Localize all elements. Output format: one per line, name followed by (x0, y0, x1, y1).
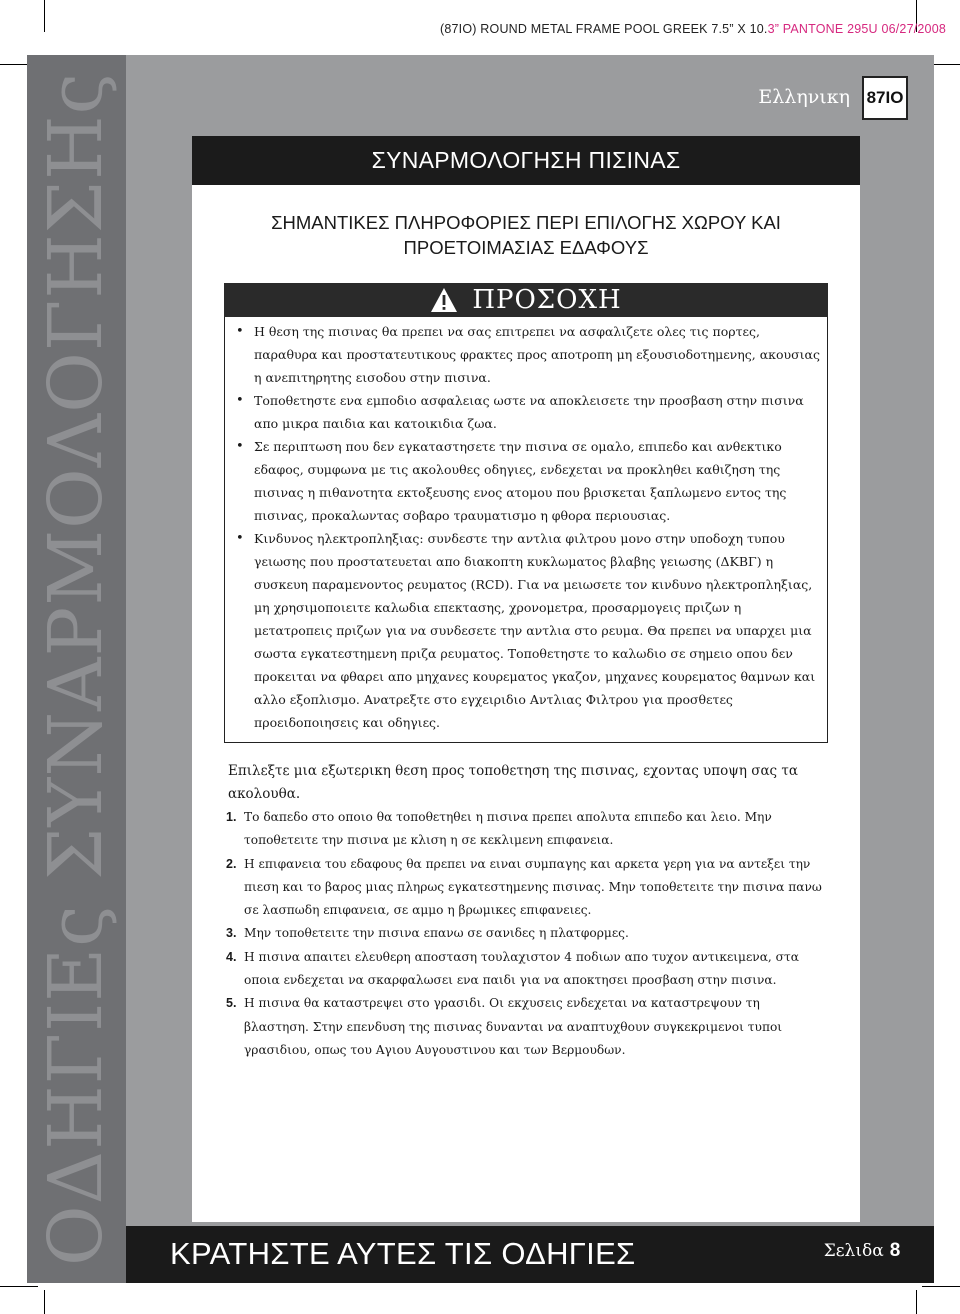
step-number: 2. (226, 856, 237, 871)
step-number: 3. (226, 926, 237, 941)
section-heading (192, 210, 860, 260)
warning-header (224, 283, 828, 317)
side-title-container (27, 55, 126, 1283)
crop-mark-bottom-left-v (44, 1290, 45, 1314)
crop-mark-bottom-right-v (916, 1290, 917, 1314)
footer-text: ΚΡΑΤΗΣΤΕ ΑΥΤΕΣ ΤΙΣ ΟΔΗΓΙΕΣ (170, 1236, 636, 1271)
page-number-value: 8 (889, 1240, 901, 1261)
intro-paragraph: Επιλεξτε μια εξωτερικη θεση προς τοποθετηση της πισινας, εχοντας υποψη σας τα ακολουθα. (228, 763, 798, 802)
step-item (228, 946, 828, 993)
warning-list (230, 320, 822, 734)
step-number: 4. (226, 949, 237, 964)
step-text: Η επιφανεια του εδαφους θα πρεπει να ειναι συμπαγης και αρκετα γερη για να αντεξει την πιεση και το βαρος μιας πληρως εγκατεστημενης πισινας. Μην τοποθετειτε την πισινα πανω σε λασπωδη επιφανεια, σε αμμο η βρωμικες επιφανειες. (244, 856, 822, 918)
warning-item: • Τοποθετηστε ενα εμποδιο ασφαλειας ωστε να αποκλεισετε την προσβαση στην πισινα απο μικρα παιδια και κατοικιδια ζωα. (230, 389, 822, 435)
model-code-badge: 87IO (862, 76, 908, 120)
warning-item: • Σε περιπτωση που δεν εγκαταστησετε την πισινα σε ομαλο, επιπεδο και ανθεκτικο εδαφος, συμφωνα με τις ακολουθες οδηγιες, ενδεχεται να προκληθει καθιζηση της πισινας η πιθανοτητα εκτοξευσης ενος ατομου που βρισκεται ξαπλωμενο εντος της πισινας, προκαλωντας σοβαρο τραυματισμο η φθορα περιουσιας. (230, 435, 822, 527)
steps-list (228, 806, 828, 1062)
page-number (814, 1228, 910, 1274)
warning-title: ΠΡΟΣΟΧΗ (472, 285, 622, 315)
step-item (228, 992, 828, 1062)
step-number: 5. (226, 996, 237, 1011)
print-slug (440, 22, 946, 36)
crop-mark-top-left-v (44, 0, 45, 32)
step-text: Η πισινα θα καταστρεψει στο γρασιδι. Οι εκχυσεις ενδεχεται να καταστρεψουν τη βλαστηση. Στην επενδυση της πισινας δυνανται να αναπτυχθουν συγκεκριμενοι τυποι γρασιδιου, οπως του Αγιου Αυγουστινου και των Βερμουδων. (244, 996, 783, 1057)
step-text: Η πισινα απαιτει ελευθερη αποσταση τουλαχιστον 4 ποδιων απο τυχον αντικειμενα, στα οποια ενδεχεται να σκαρφαλωσει ενα παιδι για να αποκτησει προσβαση στην πισινα. (244, 949, 799, 988)
slug-prefix: (87IO) ROUND METAL FRAME POOL GREEK 7.5” X 10. (440, 22, 768, 36)
crop-mark-bottom-left-h (0, 1286, 38, 1287)
crop-mark-bottom-right-h (922, 1286, 960, 1287)
warning-item: • Η θεση της πισινας θα πρεπει να σας επιτρεπει να ασφαλιζετε ολες τις πορτες, παραθυρα και προστατευτικους φρακτες προς αποτροπη μη εξουσιοδοτημενης, ακουσιας η ανεπιτηρητης εισοδου στην πισινα. (230, 320, 822, 389)
step-item (228, 922, 828, 945)
step-item (228, 853, 828, 923)
step-text: Το δαπεδο στο οποιο θα τοποθετηθει η πισινα πρεπει απολυτα επιπεδο και λειο. Μην τοποθετειτε την πισινα με κλιση η σε κεκλιμενη επιφανεια. (244, 810, 772, 848)
page-title: ΣΥΝΑΡΜΟΛΟΓΗΣΗ ΠΙΣΙΝΑΣ (192, 136, 860, 185)
step-text: Μην τοποθετειτε την πισινα επανω σε σανιδες η πλατφορμες. (244, 926, 629, 941)
warning-item: • Κινδυνος ηλεκτροπληξιας: συνδεστε την αντλια φιλτρου μονο στην υποδοχη τυπου γειωσης που προστατευεται απο διακοπτη κυκλωματος βλαβης γειωσης (ΔΚΒΓ) η συσκευη παραμενοντος ρευματος (RCD). Για να μειωσετε τον κινδυνο ηλεκτροπληξιας, μη χρησιμοποιειτε καλωδια επεκτασης, χρονομετρα, προσαρμογεις πριζων η μετατροπεις πριζων για να συνδεσετε την αντλια στο ρευμα. Θα πρεπει να υπαρχει μια σωστα εγκατεστημενη πριζα ρευματος. Τοποθετηστε το καλωδιο σε σημειο οπου δεν προκειται να φθαρει απο μηχανες κουρεματος γκαζον, μηχανες κουρεματος θαμνων και αλλο εξοπλισμο. Ανατρεξτε στο εγχειριδιο Αντλιας Φιλτρου για προσθετες προειδοποιησεις και οδηγιες. (230, 527, 822, 734)
warning-triangle-icon (430, 287, 458, 313)
section-heading-line-2: ΠΡΟΕΤΟΙΜΑΣΙΑΣ ΕΔΑΦΟΥΣ (403, 237, 649, 258)
page-label: Σελιδα (823, 1241, 884, 1261)
step-item (228, 806, 828, 853)
slug-highlight: 3” PANTONE 295U 06/27/2008 (767, 22, 947, 36)
language-label: Ελληνικη (758, 86, 850, 108)
section-heading-line-1: ΣΗΜΑΝΤΙΚΕΣ ΠΛΗΡΟΦΟΡΙΕΣ ΠΕΡΙ ΕΠΙΛΟΓΗΣ ΧΩΡΟΥ ΚΑΙ (271, 212, 781, 233)
step-number: 1. (226, 810, 237, 824)
side-title: ΟΔΗΓΙΕς ΣΥΝΑΡΜΟΛΟΓΗΣΗς (33, 71, 120, 1267)
